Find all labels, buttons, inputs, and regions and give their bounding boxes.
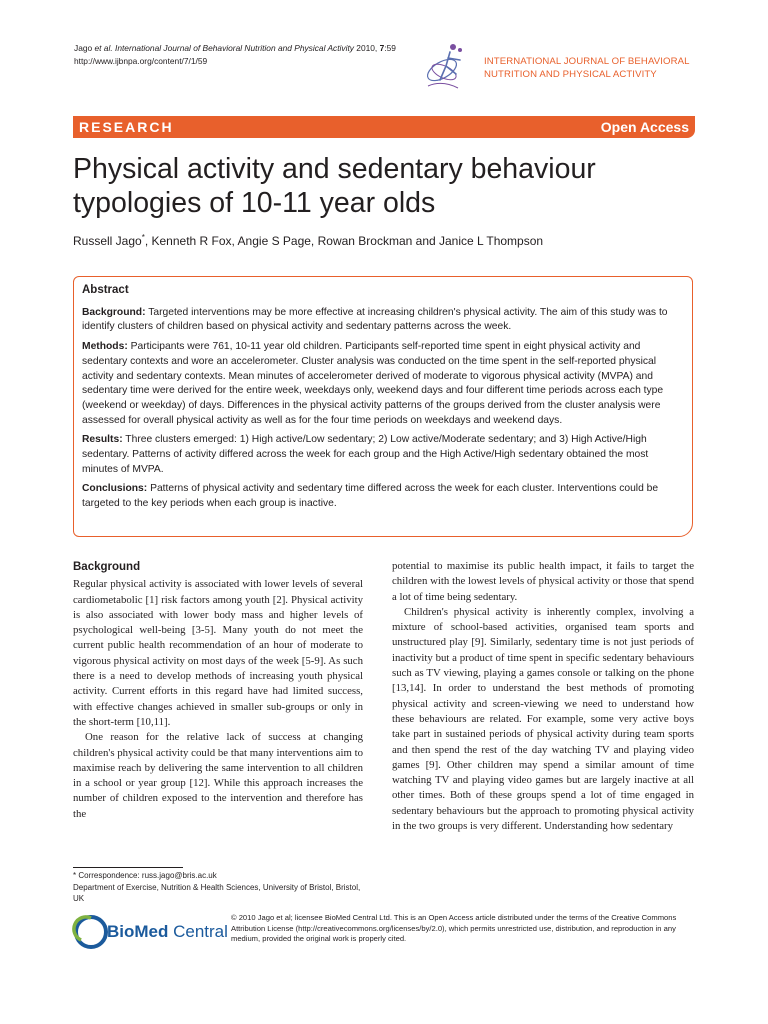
abstract-section-label: Results: — [82, 434, 123, 446]
citation-etal: et al — [94, 43, 111, 53]
publisher-wordmark — [107, 922, 228, 942]
abstract-section-text: Patterns of physical activity and sedentary time differed across the week for each cluster. Interventions could be targeted to the key periods when each group is inactive. — [82, 483, 659, 510]
citation-volume: 7 — [379, 43, 385, 53]
citation-journal: . International Journal of Behavioral Nutrition and Physical Activity — [110, 43, 354, 53]
citation-authors: Jago — [74, 43, 95, 53]
body-paragraph: Children's physical activity is inherently complex, involving a mixture of school-based activities, organised team sports and unstructured play [9]. Similarly, sedentary time is not just periods of inactivity but a product of time spent in specific sedentary behaviours such as TV viewing, playing a games console or talking on the phone [13,14]. In order to understand the best methods of promoting physical activity and screen-viewing we need to understand how these behaviours are related. For example, some very active boys take part in sustained periods of physical activity during team sports and then spend the rest of the day watching TV and playing video games [9]. Other children may spend a similar amount of time watching TV and playing video games but are largely inactive at all other times. Both of these groups spend a lot of time engaged in sedentary behaviours but the approach to promoting physical activity in the two groups is very different. Understanding how sedentary — [392, 605, 694, 833]
article-url[interactable]: http://www.ijbnpa.org/content/7/1/59 — [74, 56, 208, 66]
license-notice: © 2010 Jago et al; licensee BioMed Central Ltd. This is an Open Access article distributed under the terms of the Creative Commons Attribution License (http://creativecommons.org/licenses/by/2.0), which permits unrestricted use, distribution, and reproduction in any medium, provided the original work is properly cited. — [231, 913, 677, 943]
section-bar — [73, 116, 695, 138]
section-label: RESEARCH — [79, 119, 174, 135]
abstract-heading: Abstract — [82, 284, 129, 296]
abstract-conclusions — [82, 482, 684, 511]
citation-header — [74, 42, 396, 68]
abstract-methods — [82, 340, 684, 428]
abstract-section-text: Targeted interventions may be more effective at increasing children's physical activity. The aim of this study was to identify clusters of children based on physical activity and sedentary patterns across the week. — [82, 306, 668, 333]
abstract-section-text: Three clusters emerged: 1) High active/Low sedentary; 2) Low active/Moderate sedentary; and 3) High Active/High sedentary. Patterns of activity differed across the week for each group and the High Active/High sedentary obtained the most minutes of MVPA. — [82, 434, 649, 475]
open-access-label: Open Access — [600, 119, 689, 135]
citation-year: 2010, — [353, 43, 380, 53]
journal-name — [484, 56, 690, 81]
journal-name-line-2: NUTRITION AND PHYSICAL ACTIVITY — [484, 68, 657, 80]
journal-name-line-1: INTERNATIONAL JOURNAL OF BEHAVIORAL — [484, 56, 690, 67]
correspondence-email: * Correspondence: russ.jago@bris.ac.uk — [73, 871, 217, 880]
corresponding-author: Russell Jago — [73, 234, 142, 248]
co-authors: , Kenneth R Fox, Angie S Page, Rowan Brockman and Janice L Thompson — [144, 234, 544, 248]
author-affiliation: Department of Exercise, Nutrition & Health Sciences, University of Bristol, Bristol, UK — [73, 882, 361, 903]
body-paragraph: potential to maximise its public health impact, it fails to target the children with the lowest levels of physical activity or those that spend a lot of time being sedentary. — [392, 560, 694, 603]
abstract-section-label: Methods: — [82, 341, 128, 353]
body-column-left — [73, 560, 363, 822]
abstract-section-label: Conclusions: — [82, 483, 148, 495]
body-column-right — [392, 559, 694, 834]
author-list — [73, 233, 543, 248]
publisher-name-bold: BioMed — [107, 922, 169, 941]
publisher-name-rest: Central — [168, 922, 228, 941]
background-heading: Background — [73, 561, 141, 573]
body-paragraph: Regular physical activity is associated with lower levels of several cardiometabolic [1] risk factors among youth [2]. Physical activity is also associated with lower body mass and higher levels of psychological well-being [3-5]. Many youth do not meet the current public health recommendation of an hour of moderate to vigorous physical activity on most days of the week [5-9]. As such there is a need to develop methods of increasing youth physical activity. Current efforts in this regard have had limited success, with effective changes achieved in smaller sub-groups or only in the short-term [10,11]. — [73, 578, 363, 728]
abstract-background — [82, 306, 684, 335]
correspondence-mark: * — [141, 233, 145, 242]
footnote — [73, 870, 373, 905]
article-title: Physical activity and sedentary behaviour typologies of 10-11 year olds — [73, 153, 596, 219]
abstract-box — [73, 276, 693, 537]
footnote-divider — [73, 867, 183, 868]
citation-pages: :59 — [384, 43, 396, 53]
body-paragraph: One reason for the relative lack of success at changing children's physical activity could be that many interventions aim to maximise reach by delivering the same intervention to all children in a school or year group [12]. While this approach increases the number of children exposed to the intervention and therefore has the — [73, 731, 363, 820]
journal-logo-icon — [420, 40, 480, 98]
abstract-section-label: Background: — [82, 306, 146, 318]
citation-line — [74, 42, 396, 55]
abstract-results — [82, 433, 684, 477]
abstract-section-text: Participants were 761, 10-11 year old children. Participants self-reported time spent in eight physical activity and sedentary contexts and wore an accelerometer. Cluster analysis was conducted on the time spent in the self-reported physical activity and sedentary contexts. Mean minutes of accelerometer derived of moderate to vigorous physical activity (MVPA) and sedentary time were derived for the entire week, weekdays only, weekend days and four different time periods across each type (weekend or weekday) of days. Differences in the physical activity patterns of the groups derived from the cluster analysis were assessed for overall physical activity as well as for the four time periods on weekdays and weekend days. — [82, 341, 664, 426]
